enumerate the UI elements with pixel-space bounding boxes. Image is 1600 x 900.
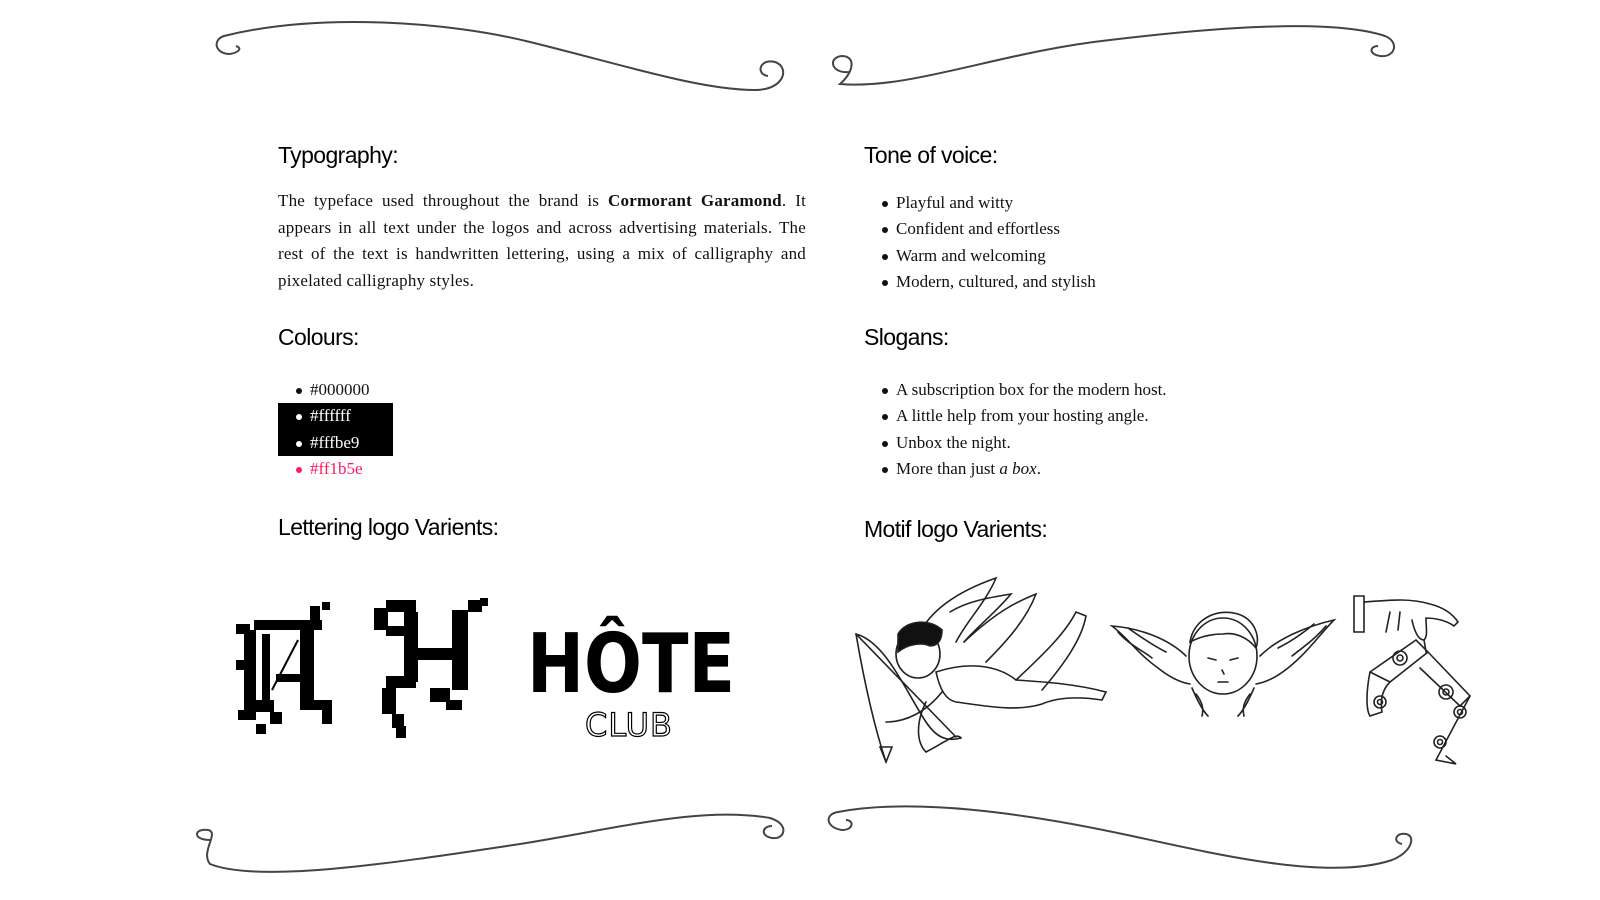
hote-logo-word: HÔTE <box>527 617 778 712</box>
tone-item: Confident and effortless <box>864 216 1096 242</box>
colours-list <box>278 377 393 482</box>
club-logo-word: CLUB <box>585 706 673 744</box>
colour-item-cream: #fffbe9 <box>278 430 393 456</box>
motif-logo-heading: Motif logo Varients: <box>864 516 1048 542</box>
top-right-swirl-ornament <box>810 12 1410 102</box>
colour-item-black: #000000 <box>278 377 393 403</box>
typography-description <box>278 188 806 294</box>
colour-item-white: #ffffff <box>278 403 393 429</box>
top-left-swirl-ornament <box>200 12 800 102</box>
tone-of-voice-list <box>864 190 1096 295</box>
pixel-script-h-logo-icon <box>370 596 500 744</box>
typography-heading: Typography: <box>278 142 398 168</box>
tone-item: Warm and welcoming <box>864 243 1096 269</box>
typeface-name: Cormorant Garamond <box>608 191 782 210</box>
tone-item: Modern, cultured, and stylish <box>864 269 1096 295</box>
typography-text-before: The typeface used throughout the brand is <box>278 191 609 210</box>
tone-item: Playful and witty <box>864 190 1096 216</box>
hote-club-logo-icon <box>525 598 778 758</box>
slogans-list <box>864 377 1167 482</box>
bottom-right-swirl-ornament <box>812 800 1432 890</box>
pixel-h-logo-icon <box>232 600 347 745</box>
slogans-heading: Slogans: <box>864 324 949 350</box>
cupid-archer-icon <box>846 572 1116 772</box>
tone-of-voice-heading: Tone of voice: <box>864 142 998 168</box>
colour-item-pink: #ff1b5e <box>278 456 393 482</box>
slogan-last-emphasis: a box <box>999 458 1037 478</box>
typography-text-after: . It appears in all text under the logos and across advertising materials. The rest of the text is handwritten lettering, using a mix of calligraphy and pixelated calligraphy styles. <box>278 191 806 290</box>
slogan-last-suffix: . <box>1036 458 1041 478</box>
slogan-item: A subscription box for the modern host. <box>864 377 1167 403</box>
cherub-head-icon <box>1108 598 1338 728</box>
hand-holding-h-icon <box>1350 592 1510 782</box>
colours-heading: Colours: <box>278 324 359 350</box>
slogan-item: A little help from your hosting angle. <box>864 403 1167 429</box>
lettering-logo-heading: Lettering logo Varients: <box>278 514 499 540</box>
slogan-item: Unbox the night. <box>864 430 1167 456</box>
slogan-item <box>864 456 1167 482</box>
slogan-last-prefix: More than just <box>896 458 1000 478</box>
bottom-left-swirl-ornament <box>180 800 800 890</box>
